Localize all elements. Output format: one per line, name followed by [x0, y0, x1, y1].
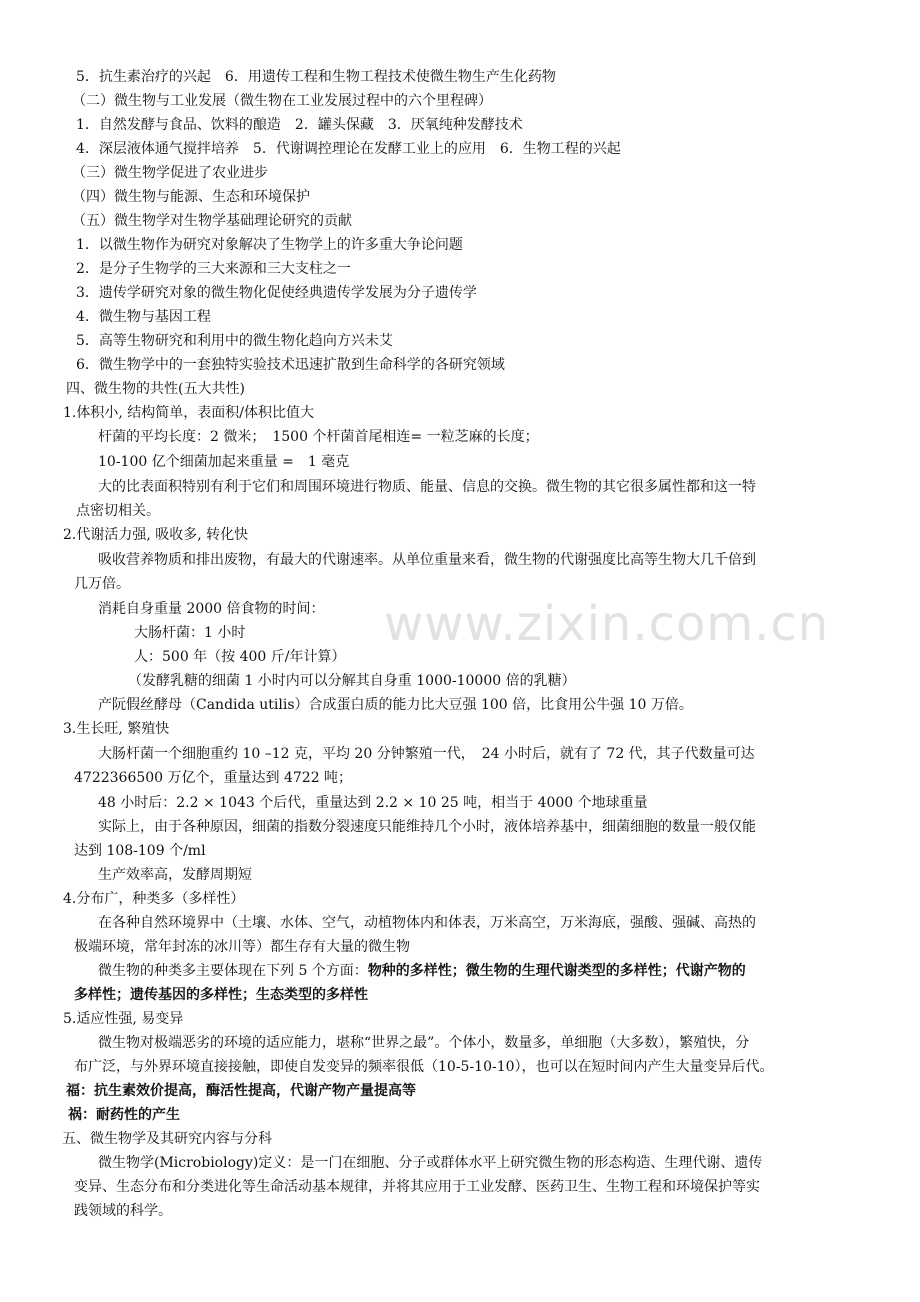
text-line: 人：500 年（按 400 斤/年计算）: [134, 649, 346, 665]
text-line: 变异、生态分布和分类进化等生命活动基本规律，并将其应用于工业发酵、医药卫生、生物工程和环境保护等实: [74, 1179, 760, 1195]
text-line: 1．自然发酵与食品、饮料的酿造 2．罐头保藏 3．厌氧纯种发酵技术: [76, 117, 523, 133]
watermark: www.zixin.com.cn: [384, 596, 830, 652]
text-line: 达到 108-109 个/ml: [74, 843, 206, 859]
text-line: [98, 960, 746, 982]
text-line: 生产效率高，发酵周期短: [98, 867, 252, 883]
text-line: 大肠杆菌一个细胞重约 10 –12 克，平均 20 分钟繁殖一代， 24 小时后，就有了 72 代，其子代数量可达: [98, 746, 755, 762]
text-line: 极端环境，常年封冻的冰川等）都生存有大量的微生物: [74, 939, 410, 955]
text-line: 3．遗传学研究对象的微生物化促使经典遗传学发展为分子遗传学: [76, 285, 477, 301]
text-line: 6．微生物学中的一套独特实验技术迅速扩散到生命科学的各研究领域: [76, 357, 505, 373]
section-heading: 五、微生物学及其研究内容与分科: [62, 1131, 272, 1147]
text-line: 2．是分子生物学的三大来源和三大支柱之一: [76, 261, 351, 277]
text-line: 大的比表面积特别有利于它们和周围环境进行物质、能量、信息的交换。微生物的其它很多属性都和这一特: [98, 479, 756, 495]
text-line: （三）微生物学促进了农业进步: [72, 165, 268, 181]
text-line: 微生物学(Microbiology)定义：是一门在细胞、分子或群体水平上研究微生物的形态构造、生理代谢、遗传: [98, 1155, 763, 1171]
text-line: 消耗自身重量 2000 倍食物的时间：: [98, 601, 325, 617]
text-line: （二）微生物与工业发展（微生物在工业发展过程中的六个里程碑）: [72, 93, 492, 109]
text-line: （五）微生物学对生物学基础理论研究的贡献: [72, 213, 352, 229]
text-line: 点密切相关。: [76, 503, 160, 519]
text-line: 大肠杆菌：1 小时: [134, 625, 246, 641]
text-line: （发酵乳糖的细菌 1 小时内可以分解其自身重 1000-10000 倍的乳糖）: [128, 673, 576, 689]
text-line: 实际上，由于各种原因，细菌的指数分裂速度只能维持几个小时，液体培养基中，细菌细胞的数量一般仅能: [98, 819, 756, 835]
subsection-heading: 1.体积小, 结构简单，表面积/体积比值大: [63, 405, 314, 421]
text-span: 微生物的种类多主要体现在下列 5 个方面：: [98, 963, 368, 979]
text-line: 4722366500 万亿个，重量达到 4722 吨；: [74, 770, 353, 786]
text-line: 在各种自然环境界中（土壤、水体、空气，动植物体内和体表，万米高空，万米海底，强酸、强碱、高热的: [98, 915, 756, 931]
subsection-heading: 4.分布广，种类多（多样性）: [63, 891, 245, 907]
text-line: （四）微生物与能源、生态和环境保护: [72, 189, 310, 205]
text-line: 5．高等生物研究和利用中的微生物化趋向方兴未艾: [76, 333, 393, 349]
subsection-heading: 5.适应性强, 易变异: [63, 1011, 184, 1027]
subsection-heading: 2.代谢活力强, 吸收多, 转化快: [63, 527, 249, 543]
text-line: 布广泛，与外界环境直接接触，即使自发变异的频率很低（10-5-10-10），也可以在短时间内产生大量变异后代。: [74, 1059, 774, 1075]
text-line: 10-100 亿个细菌加起来重量 = 1 毫克: [98, 454, 350, 470]
text-line: 48 小时后：2.2 × 1043 个后代，重量达到 2.2 × 10 25 吨，相当于 4000 个地球重量: [98, 795, 648, 811]
subsection-heading: 3.生长旺, 繁殖快: [63, 721, 170, 737]
text-line: 1．以微生物作为研究对象解决了生物学上的许多重大争论问题: [76, 237, 463, 253]
bold-text-line: 多样性；遗传基因的多样性；生态类型的多样性: [74, 987, 368, 1003]
text-line: 产阮假丝酵母（Candida utilis）合成蛋白质的能力比大豆强 100 倍，比食用公牛强 10 万倍。: [98, 697, 693, 713]
text-line: 吸收营养物质和排出废物，有最大的代谢速率。从单位重量来看，微生物的代谢强度比高等生物大几千倍到: [98, 552, 756, 568]
text-line: 几万倍。: [74, 576, 130, 592]
text-line: 5．抗生素治疗的兴起 6．用遗传工程和生物工程技术使微生物生产生化药物: [76, 69, 556, 85]
text-line: 4．深层液体通气搅拌培养 5．代谢调控理论在发酵工业上的应用 6．生物工程的兴起: [76, 141, 621, 157]
bold-text-line: 祸：耐药性的产生: [68, 1107, 180, 1123]
bold-text: 物种的多样性；微生物的生理代谢类型的多样性；代谢产物的: [367, 963, 746, 979]
text-line: 微生物对极端恶劣的环境的适应能力，堪称“世界之最”。个体小，数量多，单细胞（大多数），繁殖快，分: [98, 1035, 750, 1051]
text-line: 杆菌的平均长度：2 微米； 1500 个杆菌首尾相连= 一粒芝麻的长度；: [98, 429, 539, 445]
section-heading: 四、微生物的共性(五大共性): [66, 381, 245, 397]
bold-text-line: 福：抗生素效价提高，酶活性提高，代谢产物产量提高等: [66, 1083, 416, 1099]
text-line: 践领域的科学。: [74, 1203, 172, 1219]
text-line: 4．微生物与基因工程: [76, 309, 211, 325]
